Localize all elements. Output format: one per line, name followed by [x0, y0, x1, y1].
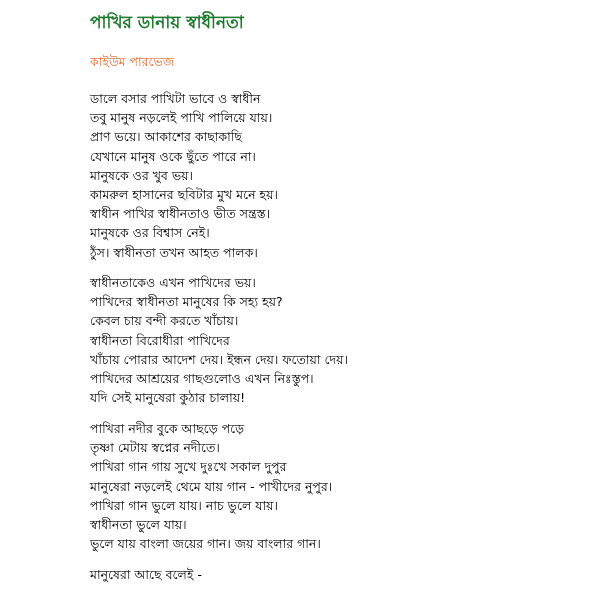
- poem-line: তৃষ্ণা মেটায় স্বপ্নের নদীতে।: [90, 440, 220, 456]
- poem-author: কাইউম পারভেজ: [90, 54, 175, 69]
- poem-line: মানুষেরা নড়লেই থেমে যায় গান - পাখীদের নুপুর।: [90, 478, 333, 494]
- poem-line: ঠুঁস। স্বাধীনতা তখন আহত পালক।: [90, 244, 258, 260]
- poem-line: কেবল চায় বন্দী করতে খাঁচায়।: [90, 313, 239, 329]
- poem-line: যেখানে মানুষ ওকে ছুঁতে পারে না।: [90, 148, 256, 164]
- stanza-2: [90, 273, 348, 407]
- poem-line: পাখিরা নদীর বুকে আছড়ে পড়ে: [90, 421, 245, 436]
- poem-line: খাঁচায় পোরার আদেশ দেয়। ইন্ধন দেয়। ফতোয়া দেয়।: [90, 351, 348, 367]
- poem-title: পাখির ডানায় স্বাধীনতা: [90, 13, 244, 33]
- poem-line: মানুষকে ওর খুব ভয়।: [90, 167, 193, 183]
- poem-line: স্বাধীনতা বিরোধীরা পাখিদের: [90, 332, 230, 348]
- poem-line: কামরুল হাসানের ছবিটার মুখ মনে হয়।: [90, 186, 278, 202]
- poem-line: তবু মানুষ নড়লেই পাখি পালিয়ে যায়।: [90, 110, 273, 126]
- poem-line: যদি সেই মানুষেরা কুঠার চালায়!: [90, 390, 246, 406]
- poem-line: পাখিদের আশ্রয়ের গাছগুলোও এখন নিঃস্তুপ।: [90, 370, 314, 386]
- stanza-3: [90, 419, 332, 553]
- poem-line: পাখিদের স্বাধীনতা মানুষের কি সহ্য হয়?: [90, 294, 283, 310]
- poem-line: ভুলে যায় বাংলা জয়ের গান। জয় বাংলার গান।: [90, 536, 321, 552]
- poem-line: ডালে বসার পাখিটা ভাবে ও স্বাধীন: [90, 91, 261, 106]
- poem-line: মানুষকে ওর বিশ্বাস নেই।: [90, 225, 210, 241]
- poem-line: প্রাণ ভয়ে। আকাশের কাছাকাছি: [90, 129, 242, 145]
- stanza-4: [90, 565, 202, 584]
- poem-line: স্বাধীনতা ভুলে যায়।: [90, 516, 187, 532]
- poem-line: পাখিরা গান গায় সুখে দুঃখে সকাল দুপুর: [90, 459, 287, 475]
- poem-line: স্বাধীনতাকেও এখন পাখিদের ভয়।: [90, 275, 256, 290]
- stanza-1: [90, 89, 278, 262]
- poem-line: স্বাধীন পাখির স্বাধীনতাও ভীত সন্ত্রস্ত।: [90, 206, 271, 222]
- poem-line: মানুষেরা আছে বলেই -: [90, 567, 202, 582]
- poem-line: পাখিরা গান ভুলে যায়। নাচ ভুলে যায়।: [90, 497, 278, 513]
